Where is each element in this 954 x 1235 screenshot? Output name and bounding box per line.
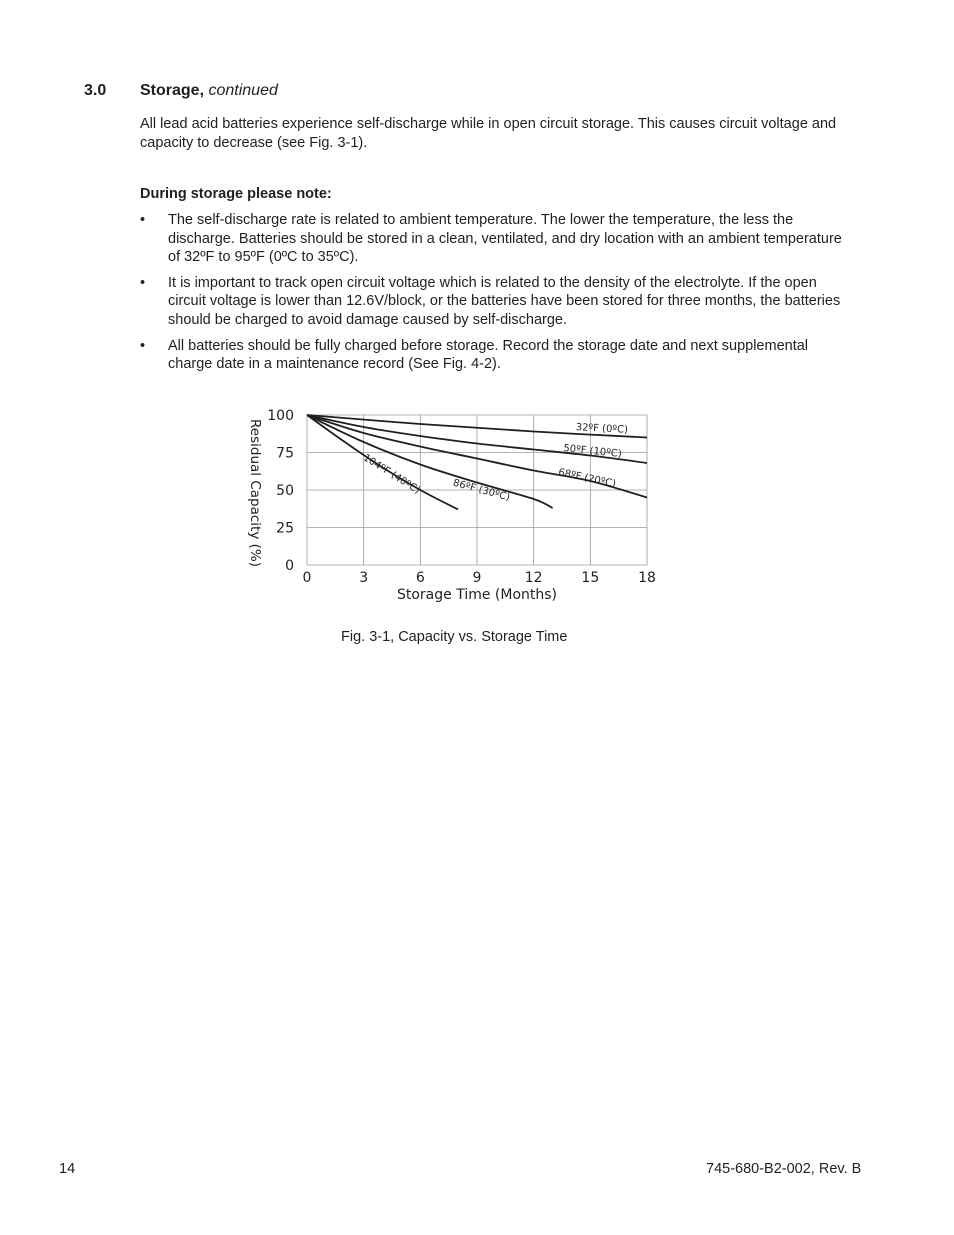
section-number: 3.0 — [84, 82, 107, 99]
series-label: 86ºF (30ºC) — [451, 477, 512, 504]
capacity-chart — [230, 400, 670, 610]
list-item — [140, 274, 850, 330]
list-item — [140, 337, 850, 374]
y-tick-label: 0 — [285, 558, 294, 574]
x-axis-label: Storage Time (Months) — [396, 587, 558, 603]
bullet-marker: • — [140, 212, 146, 228]
y-tick-label: 50 — [276, 483, 294, 499]
intro-paragraph: All lead acid batteries experience self-discharge while in open circuit storage. This causes circuit voltage and capacity to decrease (see Fig. 3-1). — [140, 116, 837, 151]
list-item — [140, 211, 850, 267]
capacity-chart-svg — [230, 400, 670, 610]
x-tick-label: 15 — [581, 570, 600, 586]
y-tick-label: 25 — [276, 520, 294, 537]
list-item-text: It is important to track open circuit voltage which is related to the density of the electrolyte. If the open circuit voltage is lower than 12.6V/block, or the batteries have been stored for three months, the batteries should be charged to avoid damage caused by self-discharge. — [168, 274, 841, 328]
series-label: 50ºF (10ºC) — [562, 442, 623, 461]
document-id: 745-680-B2-002, Rev. B — [706, 1161, 862, 1177]
notes-heading: During storage please note: — [140, 186, 332, 202]
y-tick-label: 100 — [267, 408, 294, 424]
x-tick-label: 6 — [415, 570, 425, 586]
series-label: 104ºF (40ºC) — [360, 452, 422, 497]
series-label: 68ºF (20ºC) — [557, 467, 617, 491]
series-line — [307, 415, 553, 508]
series-label: 32ºF (0ºC) — [575, 422, 629, 436]
section-title: Storage, continued — [140, 82, 278, 99]
page-number: 14 — [59, 1161, 76, 1177]
list-item-text: All batteries should be fully charged before storage. Record the storage date and next supplemental charge date in a maintenance record (See Fig. 4-2). — [168, 337, 809, 373]
y-tick-label: 75 — [276, 445, 294, 462]
figure-caption: Fig. 3-1, Capacity vs. Storage Time — [341, 629, 568, 645]
bullet-marker: • — [140, 274, 146, 291]
section-title-suffix: continued — [208, 82, 278, 99]
list-item-text: The self-discharge rate is related to ambient temperature. The lower the temperature, the less the discharge. Batteries should be stored in a clean, ventilated, and dry location with an ambient temperature of 32ºF to 95ºF (0ºC to 35ºC). — [168, 212, 842, 266]
x-tick-label: 0 — [302, 570, 312, 586]
notes-list — [140, 211, 850, 381]
x-tick-label: 3 — [359, 570, 369, 586]
x-tick-label: 18 — [638, 570, 656, 586]
y-axis-label: Residual Capacity (%) — [247, 419, 263, 567]
bullet-marker: • — [140, 337, 146, 354]
x-tick-label: 9 — [472, 570, 482, 586]
section-heading — [84, 81, 278, 101]
x-tick-label: 12 — [524, 570, 543, 586]
